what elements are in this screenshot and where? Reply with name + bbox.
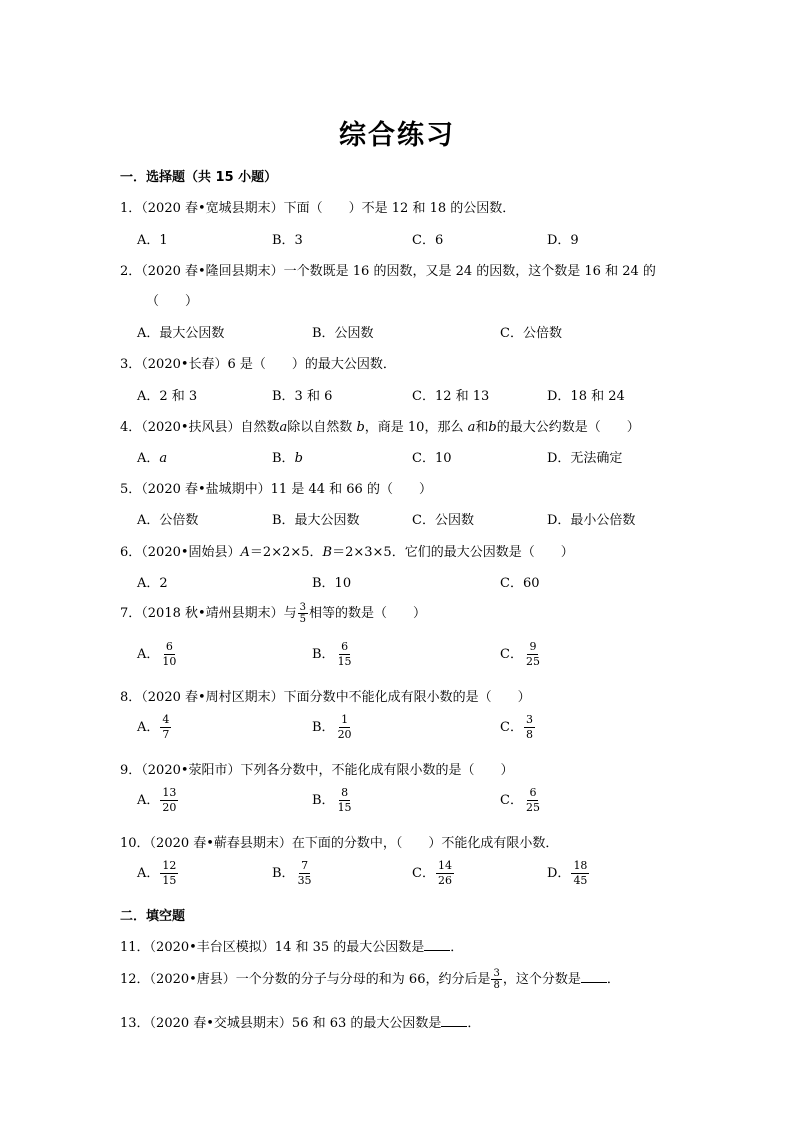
- q4-option-a: A．a: [137, 451, 168, 466]
- q1-option-d: D．9: [547, 233, 579, 248]
- question-1: 1．（2020 春•宽城县期末）下面（ ）不是 12 和 18 的公因数．: [120, 201, 516, 216]
- question-12: 12．（2020•唐县）一个分数的分子与分母的和为 66，约分后是 $\frac{3}{8}$ ，这个分数是 ．: [120, 968, 620, 991]
- q8-option-b: B． $\frac{1}{20}$: [312, 713, 352, 741]
- question-6: 6．（2020•固始县）A＝2×2×5．B＝2×3×5．它们的最大公因数是（ ）: [120, 545, 574, 560]
- q3-option-d: D．18 和 24: [547, 389, 625, 404]
- q2-option-c: C．公倍数: [500, 326, 562, 341]
- q6-option-a: A．2: [137, 576, 168, 591]
- q10-option-b: B． $\frac{7}{35}$: [272, 859, 312, 887]
- q8-option-a: A． $\frac{4}{7}$: [137, 713, 170, 741]
- q10-option-a: A． $\frac{12}{15}$: [137, 859, 177, 887]
- question-2: 2．（2020 春•隆回县期末）一个数既是 16 的因数，又是 24 的因数，这个数是 16 和 24 的: [120, 264, 656, 279]
- answer-blank[interactable]: [581, 972, 607, 983]
- q3-option-b: B．3 和 6: [272, 389, 333, 404]
- q5-option-d: D．最小公倍数: [547, 513, 636, 528]
- fraction: $\frac{3}{5}$: [299, 602, 307, 625]
- question-8: 8．（2020 春•周村区期末）下面分数中不能化成有限小数的是（ ）: [120, 690, 531, 705]
- q1-option-b: B．3: [272, 233, 303, 248]
- question-13: 13．（2020 春•交城县期末）56 和 63 的最大公因数是 ．: [120, 1016, 481, 1031]
- q7-option-c: C． $\frac{9}{25}$: [500, 640, 540, 668]
- section-heading-choice: 一．选择题（共 15 小题）: [120, 170, 278, 185]
- q4-option-d: D．无法确定: [547, 451, 623, 466]
- page-title: 综合练习: [339, 120, 455, 151]
- q6-option-c: C．60: [500, 576, 540, 591]
- answer-blank[interactable]: [424, 940, 450, 951]
- q9-option-c: C． $\frac{6}{25}$: [500, 786, 540, 814]
- q1-option-a: A．1: [137, 233, 168, 248]
- q3-option-c: C．12 和 13: [412, 389, 490, 404]
- q9-option-b: B． $\frac{8}{15}$: [312, 786, 352, 814]
- q4-option-c: C．10: [412, 451, 452, 466]
- answer-blank[interactable]: [441, 1016, 467, 1027]
- q10-option-d: D． $\frac{18}{45}$: [547, 859, 588, 887]
- q6-option-b: B．10: [312, 576, 352, 591]
- section-heading-fill: 二．填空题: [120, 909, 186, 924]
- q5-option-c: C．公因数: [412, 513, 474, 528]
- question-4: 4．（2020•扶风县）自然数a除以自然数 b，商是 10，那么 a和b的最大公约数是（ ）: [120, 420, 640, 435]
- q2-option-b: B．公因数: [312, 326, 374, 341]
- question-5: 5．（2020 春•盐城期中）11 是 44 和 66 的（ ）: [120, 482, 432, 497]
- question-11: 11．（2020•丰台区模拟）14 和 35 的最大公因数是 ．: [120, 940, 464, 955]
- q1-option-c: C．6: [412, 233, 444, 248]
- q10-option-c: C． $\frac{14}{26}$: [412, 859, 452, 887]
- question-3: 3．（2020•长春）6 是（ ）的最大公因数．: [120, 357, 396, 372]
- q8-option-c: C． $\frac{3}{8}$: [500, 713, 533, 741]
- q4-option-b: B．b: [272, 451, 303, 466]
- q3-option-a: A．2 和 3: [137, 389, 198, 404]
- question-9: 9．（2020•荥阳市）下列各分数中，不能化成有限小数的是（ ）: [120, 763, 514, 778]
- q5-option-b: B．最大公因数: [272, 513, 360, 528]
- fraction: $\frac{3}{8}$: [493, 968, 500, 991]
- q5-option-a: A．公倍数: [137, 513, 199, 528]
- q9-option-a: A． $\frac{13}{20}$: [137, 786, 177, 814]
- q7-option-a: A． $\frac{6}{10}$: [137, 640, 177, 668]
- q2-option-a: A．最大公因数: [137, 326, 225, 341]
- question-10: 10．（2020 春•蕲春县期末）在下面的分数中，（ ）不能化成有限小数．: [120, 836, 559, 851]
- question-2-cont: （ ）: [146, 294, 199, 309]
- q7-option-b: B． $\frac{6}{15}$: [312, 640, 352, 668]
- question-7: 7．（2018 秋•靖州县期末）与 $\frac{3}{5}$ 相等的数是（ ）: [120, 602, 427, 625]
